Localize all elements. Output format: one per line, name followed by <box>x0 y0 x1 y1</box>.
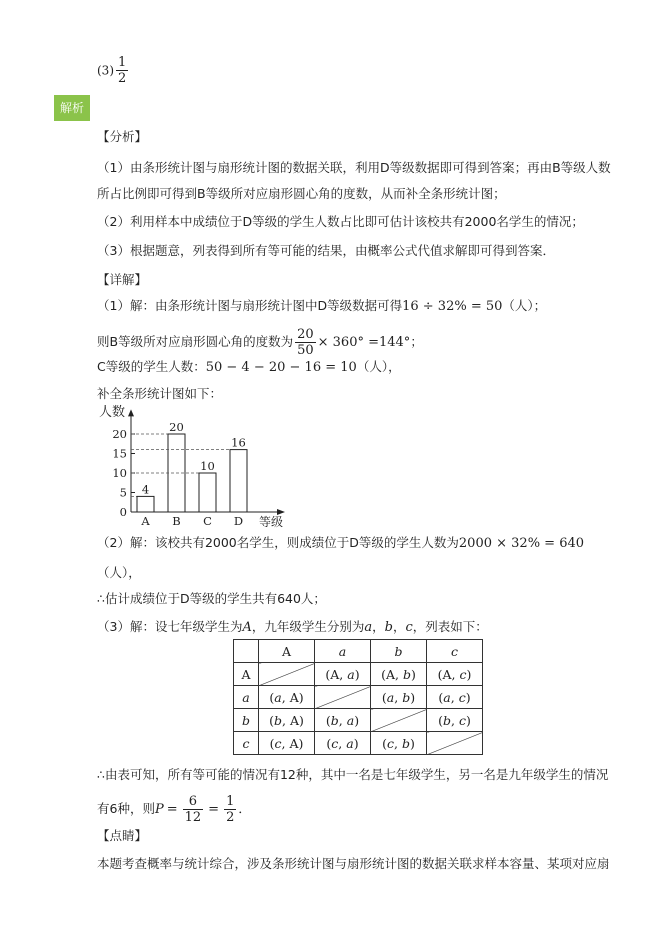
y-tick-label: 0 <box>119 505 127 519</box>
analysis-heading: 【分析】 <box>97 129 148 144</box>
table-cell: (c, A) <box>259 732 315 755</box>
table-header-row <box>234 640 483 663</box>
table-header-cell: A <box>259 640 315 663</box>
category-label-C: C <box>203 514 212 528</box>
analysis-p1a: （1）由条形统计图与扇形统计图的数据关联，利用D等级数据即可得到答案；再由B等级人数 <box>97 160 611 175</box>
table-cell: (A, b) <box>371 663 427 686</box>
category-label-D: D <box>233 514 244 528</box>
detail-line1-math: 16 ÷ 32% = 50 <box>402 299 503 314</box>
x-axis-label: 等级 <box>259 515 284 528</box>
y-tick-label: 10 <box>112 466 127 480</box>
analysis-p3: （3）根据题意，列表得到所有等可能的结果，由概率公式代值求解即可得到答案． <box>97 243 555 258</box>
detail-line5: （2）解：该校共有2000名学生，则成绩位于D等级的学生人数为2000 × 32% = 640 <box>97 535 585 551</box>
detail-line10: 有6种，则P = $\frac{6}{12}$ = $\frac{1}{2}$ ． <box>97 794 251 825</box>
table-cell: (a, c) <box>427 686 483 709</box>
table-row <box>234 709 483 732</box>
table-cell: (b, a) <box>315 709 371 732</box>
bar-A <box>137 496 154 512</box>
table-header-cell: a <box>315 640 371 663</box>
detail-line2: 则B等级所对应扇形圆心角的度数为 $\frac{20}{50}$ × 360° =144°； <box>97 327 423 358</box>
y-tick-label: 20 <box>112 427 127 441</box>
diagonal-cell <box>427 732 483 755</box>
table-cell: (b, A) <box>259 709 315 732</box>
y-tick-label: 5 <box>119 485 127 500</box>
table-cell: (c, b) <box>371 732 427 755</box>
y-axis-arrow <box>128 409 134 416</box>
detail-line6: （人）， <box>97 565 141 580</box>
angle-fraction: $\frac{20}{50}$ <box>297 327 314 358</box>
remark-heading: 【点睛】 <box>97 828 148 843</box>
table-row-label: b <box>234 709 259 732</box>
part3-fraction: $\frac{1}{2}$ <box>118 55 127 86</box>
detail-line1: （1）解：由条形统计图与扇形统计图中D等级数据可得16 ÷ 32% = 50（人）； <box>97 298 547 314</box>
diagonal-cell <box>315 686 371 709</box>
table-header-cell: c <box>427 640 483 663</box>
analysis-p1b: 所占比例即可得到B等级所对应扇形圆心角的度数，从而补全条形统计图； <box>97 186 506 201</box>
category-label-B: B <box>172 514 181 528</box>
prob-fraction-1: $\frac{6}{12}$ <box>184 794 202 825</box>
table-row-label: A <box>234 663 259 686</box>
outcome-table <box>233 639 483 755</box>
table-cell: (A, a) <box>315 663 371 686</box>
detail-line7: ∴估计成绩位于D等级的学生共有640人； <box>97 591 326 606</box>
bar-chart <box>97 403 297 528</box>
table-cell: (a, b) <box>371 686 427 709</box>
data-label-C: 10 <box>200 459 215 473</box>
bar-C <box>199 473 216 512</box>
y-tick-label: 15 <box>112 446 127 461</box>
part3-label: (3) <box>97 63 114 78</box>
analysis-p2: （2）利用样本中成绩位于D等级的学生人数占比即可估计该校共有2000名学生的情况； <box>97 214 584 229</box>
table-row-label: a <box>234 686 259 709</box>
bar-D <box>230 450 247 512</box>
detail-heading: 【详解】 <box>97 272 148 287</box>
table-cell: (a, A) <box>259 686 315 709</box>
diagonal-cell <box>371 709 427 732</box>
data-label-B: 20 <box>169 420 184 434</box>
data-label-A: 4 <box>141 482 150 497</box>
diagonal-cell <box>259 663 315 686</box>
table-cell: (A, c) <box>427 663 483 686</box>
remark-text: 本题考查概率与统计综合，涉及条形统计图与扇形统计图的数据关联求样本容量、某项对应扇 <box>97 856 610 871</box>
detail-line4: 补全条形统计图如下： <box>97 386 223 401</box>
table-row-label: c <box>234 732 259 755</box>
detail-line8: （3）解：设七年级学生为A，九年级学生分别为a，b，c，列表如下： <box>97 619 488 635</box>
detail-line9: ∴由表可知，所有等可能的情况有12种，其中一名是七年级学生，另一名是九年级学生的情况 <box>97 767 609 782</box>
table-header-cell: b <box>371 640 427 663</box>
analysis-badge: 解析 <box>54 95 90 121</box>
table-header-cell <box>234 640 259 663</box>
table-row <box>234 686 483 709</box>
data-label-D: 16 <box>231 435 246 450</box>
category-label-A: A <box>141 514 150 528</box>
part3-answer <box>97 55 130 86</box>
table-cell: (c, a) <box>315 732 371 755</box>
detail-line3: C等级的学生人数：50 − 4 − 20 − 16 = 10（人）， <box>97 359 401 375</box>
table-row <box>234 663 483 686</box>
prob-fraction-2: $\frac{1}{2}$ <box>226 794 235 825</box>
y-axis-label: 人数 <box>99 405 126 420</box>
table-row <box>234 732 483 755</box>
table-cell: (b, c) <box>427 709 483 732</box>
